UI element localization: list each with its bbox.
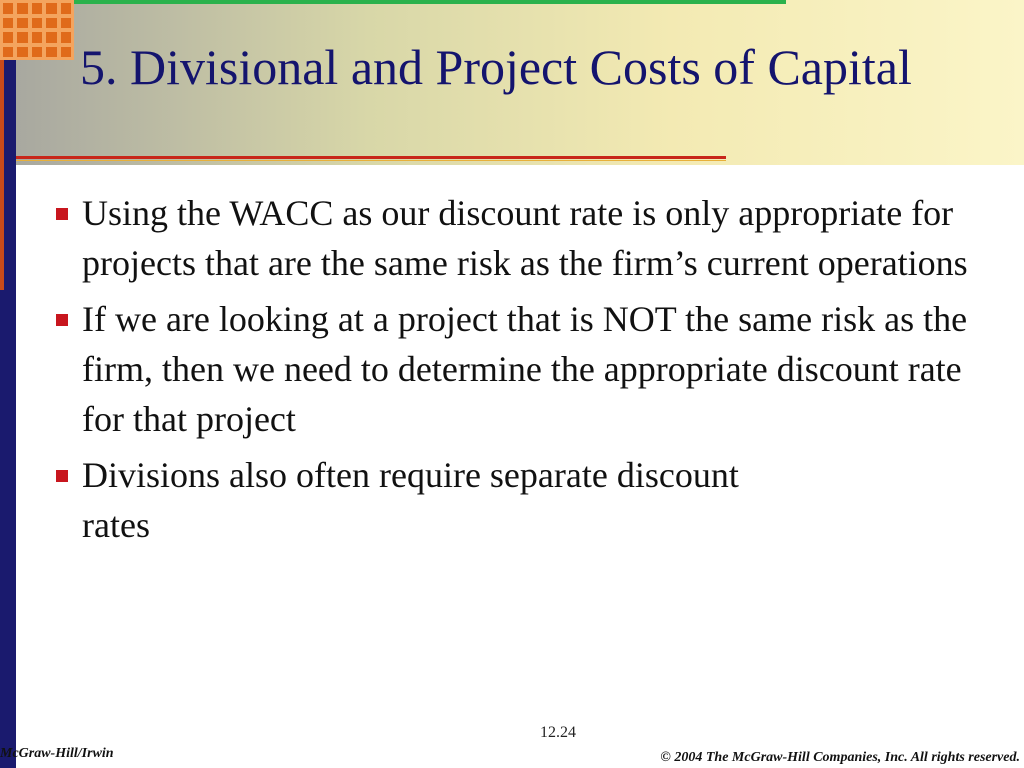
bullet-text: If we are looking at a project that is NOT the same risk as the firm, then we need to determine the appropriate discount rate for that project: [82, 299, 968, 439]
bullet-text: Divisions also often require separate discount rates: [82, 455, 739, 545]
title-underline-secondary: [16, 160, 726, 161]
square-bullet-icon: [56, 314, 68, 326]
publisher-label: McGraw-Hill/Irwin: [0, 746, 114, 761]
square-bullet-icon: [56, 470, 68, 482]
page-number: 12.24: [540, 724, 576, 741]
slide-title: 5. Divisional and Project Costs of Capital: [80, 39, 912, 95]
copyright-notice: © 2004 The McGraw-Hill Companies, Inc. All rights reserved.: [660, 750, 1020, 765]
bullet-text: Using the WACC as our discount rate is only appropriate for projects that are the same risk as the firm’s current operations: [82, 193, 968, 283]
title-underline: [16, 156, 726, 159]
bullet-item: [56, 450, 986, 550]
grid-logo-icon: [0, 0, 74, 60]
top-accent-line: [74, 0, 786, 4]
left-bar-accent: [0, 60, 4, 290]
bullet-item: [56, 294, 986, 444]
bullet-item: [56, 188, 986, 288]
bullet-list: [56, 188, 986, 556]
square-bullet-icon: [56, 208, 68, 220]
